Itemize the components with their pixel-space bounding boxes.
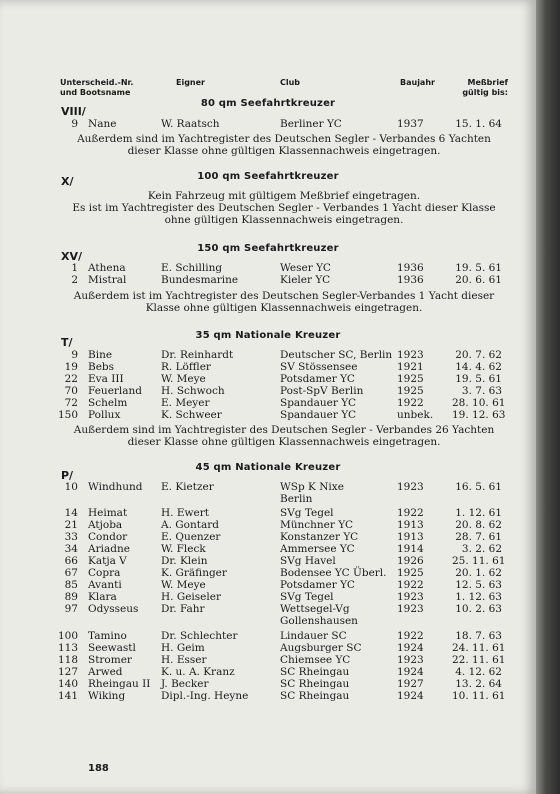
boat-number: 9 (71, 349, 78, 361)
club: SC Rheingau (280, 666, 350, 678)
boat-number: 22 (64, 373, 78, 385)
year: 1913 (397, 519, 424, 531)
year: 1923 (397, 654, 424, 666)
owner: K. Gräfinger (161, 567, 227, 579)
year: 1922 (397, 579, 424, 591)
club: Spandauer YC (280, 397, 357, 409)
year: 1924 (397, 690, 424, 702)
boat-name: Ariadne (88, 543, 130, 555)
club: Wettsegel-Vg (280, 603, 350, 615)
boat-name: Stromer (88, 654, 132, 666)
valid-until: 18. 7. 63 (455, 630, 502, 642)
club: Bodensee YC Überl. (280, 567, 387, 579)
year: 1923 (397, 349, 424, 361)
table-row (0, 507, 536, 519)
boat-number: 21 (64, 519, 78, 531)
boat-number: 100 (58, 630, 79, 642)
boat-name: Katja V (88, 555, 127, 567)
boat-name: Rheingau II (88, 678, 151, 690)
year: 1936 (397, 274, 424, 286)
boat-number: 10 (64, 481, 78, 493)
owner: W. Raatsch (161, 118, 220, 130)
section-title: 45 qm Nationale Kreuzer (195, 462, 341, 473)
boat-number: 70 (64, 385, 78, 397)
year: 1913 (397, 531, 424, 543)
table-row (0, 361, 536, 373)
table-row (0, 603, 536, 615)
boat-name: Klara (88, 591, 117, 603)
club: Potsdamer YC (280, 579, 355, 591)
table-row (0, 654, 536, 666)
boat-name: Bine (88, 349, 113, 361)
section-title: 150 qm Seefahrtkreuzer (197, 243, 339, 254)
owner: A. Gontard (161, 519, 219, 531)
year: 1925 (397, 385, 424, 397)
boat-number: 89 (64, 591, 78, 603)
year: 1923 (397, 591, 424, 603)
boat-number: 9 (71, 118, 78, 130)
boat-number: 67 (64, 567, 78, 579)
year: 1924 (397, 666, 424, 678)
section-code: VIII/ (61, 105, 86, 118)
table-row (0, 630, 536, 642)
year: 1922 (397, 507, 424, 519)
table-row (0, 373, 536, 385)
header-col-year: Baujahr (400, 78, 435, 87)
club: Deutscher SC, Berlin (280, 349, 393, 361)
year: 1925 (397, 567, 424, 579)
owner: W. Fleck (161, 543, 206, 555)
year: 1937 (397, 118, 424, 130)
valid-until: 20. 1. 62 (455, 567, 502, 579)
owner: H. Ewert (161, 507, 209, 519)
boat-name: Arwed (88, 666, 123, 678)
boat-name: Atjoba (88, 519, 123, 531)
owner: Dipl.-Ing. Heyne (161, 690, 249, 702)
section-note: Kein Fahrzeug mit gültigem Meßbrief eingetragen. Es ist im Yachtregister des Deutschen Segler - Verbandes 1 Yacht dieser Klasse ohne gültigen Klassennachweis eingetragen. (72, 190, 496, 226)
year: 1936 (397, 262, 424, 274)
section-note: Außerdem sind im Yachtregister des Deutschen Segler - Verbandes 26 Yachten dieser Klasse ohne gültigen Klassennachweis eingetragen. (73, 424, 495, 448)
section-note: Außerdem sind im Yachtregister des Deutschen Segler - Verbandes 6 Yachten dieser Klasse ohne gültigen Klassennachweis eingetragen. (77, 133, 491, 157)
boat-name: Avanti (88, 579, 122, 591)
boat-number: 34 (64, 543, 78, 555)
club: Lindauer SC (280, 630, 347, 642)
owner: E. Meyer (161, 397, 210, 409)
valid-until: 20. 7. 62 (455, 349, 502, 361)
valid-until: 24. 11. 61 (452, 642, 506, 654)
boat-number: 33 (64, 531, 78, 543)
club: Berliner YC (280, 118, 342, 130)
club: Spandauer YC (280, 409, 357, 421)
table-row (0, 690, 536, 702)
boat-name: Condor (88, 531, 128, 543)
section-code: X/ (61, 175, 74, 188)
table-row (0, 678, 536, 690)
boat-number: 72 (64, 397, 78, 409)
header-col-owner: Eigner (176, 78, 205, 87)
boat-number: 118 (58, 654, 79, 666)
valid-until: 3. 7. 63 (461, 385, 502, 397)
club-continuation: Berlin (280, 493, 313, 505)
club: SC Rheingau (280, 690, 350, 702)
boat-name: Feuerland (88, 385, 143, 397)
boat-number: 97 (64, 603, 78, 615)
year: 1926 (397, 555, 424, 567)
year: 1921 (397, 361, 424, 373)
valid-until: 19. 12. 63 (452, 409, 506, 421)
club-continuation: Gollenshausen (280, 615, 358, 627)
owner: K. Schweer (161, 409, 222, 421)
section-title: 35 qm Nationale Kreuzer (195, 330, 341, 341)
owner: W. Meye (161, 579, 206, 591)
valid-until: 15. 1. 64 (455, 118, 502, 130)
valid-until: 10. 11. 61 (452, 690, 506, 702)
header-col-certificate: Meßbrief gültig bis: (462, 78, 508, 97)
table-row (0, 579, 536, 591)
table-row (0, 666, 536, 678)
table-row (0, 385, 536, 397)
boat-number: 113 (58, 642, 79, 654)
boat-number: 2 (71, 274, 78, 286)
table-row (0, 531, 536, 543)
year: 1922 (397, 397, 424, 409)
valid-until: 13. 2. 64 (455, 678, 502, 690)
owner: K. u. A. Kranz (161, 666, 235, 678)
book-spine-shadow (536, 0, 560, 794)
club: SVg Tegel (280, 507, 334, 519)
table-row (0, 567, 536, 579)
club: SVg Havel (280, 555, 336, 567)
valid-until: 1. 12. 63 (455, 591, 502, 603)
club: Kieler YC (280, 274, 331, 286)
year: unbek. (397, 409, 434, 421)
owner: H. Geim (161, 642, 205, 654)
table-row (0, 642, 536, 654)
owner: E. Kietzer (161, 481, 214, 493)
section-note: Außerdem ist im Yachtregister des Deutschen Segler-Verbandes 1 Yacht dieser Klasse ohne gültigen Klassennachweis eingetragen. (73, 290, 495, 314)
owner: J. Becker (161, 678, 209, 690)
boat-number: 141 (58, 690, 79, 702)
club: WSp K Nixe (280, 481, 344, 493)
club: Münchner YC (280, 519, 354, 531)
valid-until: 16. 5. 61 (455, 481, 502, 493)
club: SC Rheingau (280, 678, 350, 690)
table-row (0, 262, 536, 274)
boat-name: Tamino (88, 630, 127, 642)
valid-until: 10. 2. 63 (455, 603, 502, 615)
boat-name: Schelm (88, 397, 128, 409)
valid-until: 1. 12. 61 (455, 507, 502, 519)
year: 1922 (397, 630, 424, 642)
valid-until: 4. 12. 62 (455, 666, 502, 678)
table-row (0, 591, 536, 603)
owner: Dr. Klein (161, 555, 208, 567)
section-code: T/ (61, 336, 73, 349)
boat-number: 150 (58, 409, 79, 421)
boat-name: Windhund (88, 481, 143, 493)
boat-name: Athena (88, 262, 126, 274)
owner: W. Meye (161, 373, 206, 385)
boat-name: Bebs (88, 361, 115, 373)
table-row (0, 118, 536, 130)
owner: Bundesmarine (161, 274, 239, 286)
boat-number: 66 (64, 555, 78, 567)
club: Weser YC (280, 262, 331, 274)
section-code: XV/ (61, 250, 83, 263)
boat-number: 127 (58, 666, 79, 678)
boat-name: Heimat (88, 507, 128, 519)
table-row (0, 555, 536, 567)
boat-name: Seewastl (88, 642, 136, 654)
valid-until: 3. 2. 62 (461, 543, 502, 555)
valid-until: 28. 7. 61 (455, 531, 502, 543)
owner: E. Schilling (161, 262, 223, 274)
year: 1925 (397, 373, 424, 385)
valid-until: 14. 4. 62 (455, 361, 502, 373)
boat-name: Mistral (88, 274, 127, 286)
table-row (0, 397, 536, 409)
valid-until: 19. 5. 61 (455, 373, 502, 385)
valid-until: 22. 11. 61 (452, 654, 506, 666)
club: Konstanzer YC (280, 531, 359, 543)
section-title: 100 qm Seefahrtkreuzer (197, 171, 339, 182)
table-row (0, 543, 536, 555)
valid-until: 20. 6. 61 (455, 274, 502, 286)
club: SVg Tegel (280, 591, 334, 603)
table-row (0, 274, 536, 286)
boat-name: Copra (88, 567, 121, 579)
club: Chiemsee YC (280, 654, 351, 666)
section-title: 80 qm Seefahrtkreuzer (200, 98, 336, 109)
boat-name: Odysseus (88, 603, 139, 615)
header-col-club: Club (280, 78, 301, 87)
boat-name: Pollux (88, 409, 121, 421)
valid-until: 28. 10. 61 (452, 397, 506, 409)
boat-number: 1 (71, 262, 78, 274)
year: 1924 (397, 642, 424, 654)
club: Post-SpV Berlin (280, 385, 364, 397)
boat-number: 14 (64, 507, 78, 519)
boat-name: Wiking (88, 690, 126, 702)
section-code: P/ (61, 469, 74, 482)
valid-until: 12. 5. 63 (455, 579, 502, 591)
club: Ammersee YC (280, 543, 355, 555)
valid-until: 19. 5. 61 (455, 262, 502, 274)
year: 1923 (397, 603, 424, 615)
boat-number: 85 (64, 579, 78, 591)
owner: Dr. Fahr (161, 603, 205, 615)
year: 1914 (397, 543, 424, 555)
boat-name: Nane (88, 118, 117, 130)
owner: Dr. Schlechter (161, 630, 238, 642)
table-row (0, 481, 536, 493)
year: 1927 (397, 678, 424, 690)
boat-number: 19 (64, 361, 78, 373)
club: Potsdamer YC (280, 373, 355, 385)
table-row (0, 409, 536, 421)
boat-name: Eva III (88, 373, 124, 385)
table-row (0, 349, 536, 361)
table-row (0, 519, 536, 531)
boat-number: 140 (58, 678, 79, 690)
owner: E. Quenzer (161, 531, 221, 543)
valid-until: 20. 8. 62 (455, 519, 502, 531)
owner: H. Esser (161, 654, 207, 666)
owner: R. Löffler (161, 361, 211, 373)
owner: H. Geiseler (161, 591, 221, 603)
year: 1923 (397, 481, 424, 493)
valid-until: 25. 11. 61 (452, 555, 506, 567)
owner: H. Schwoch (161, 385, 225, 397)
header-col-number: Unterscheid.-Nr. und Bootsname (60, 78, 134, 97)
club: Augsburger SC (280, 642, 362, 654)
page-number: 188 (88, 763, 109, 774)
club: SV Stössensee (280, 361, 358, 373)
owner: Dr. Reinhardt (161, 349, 234, 361)
